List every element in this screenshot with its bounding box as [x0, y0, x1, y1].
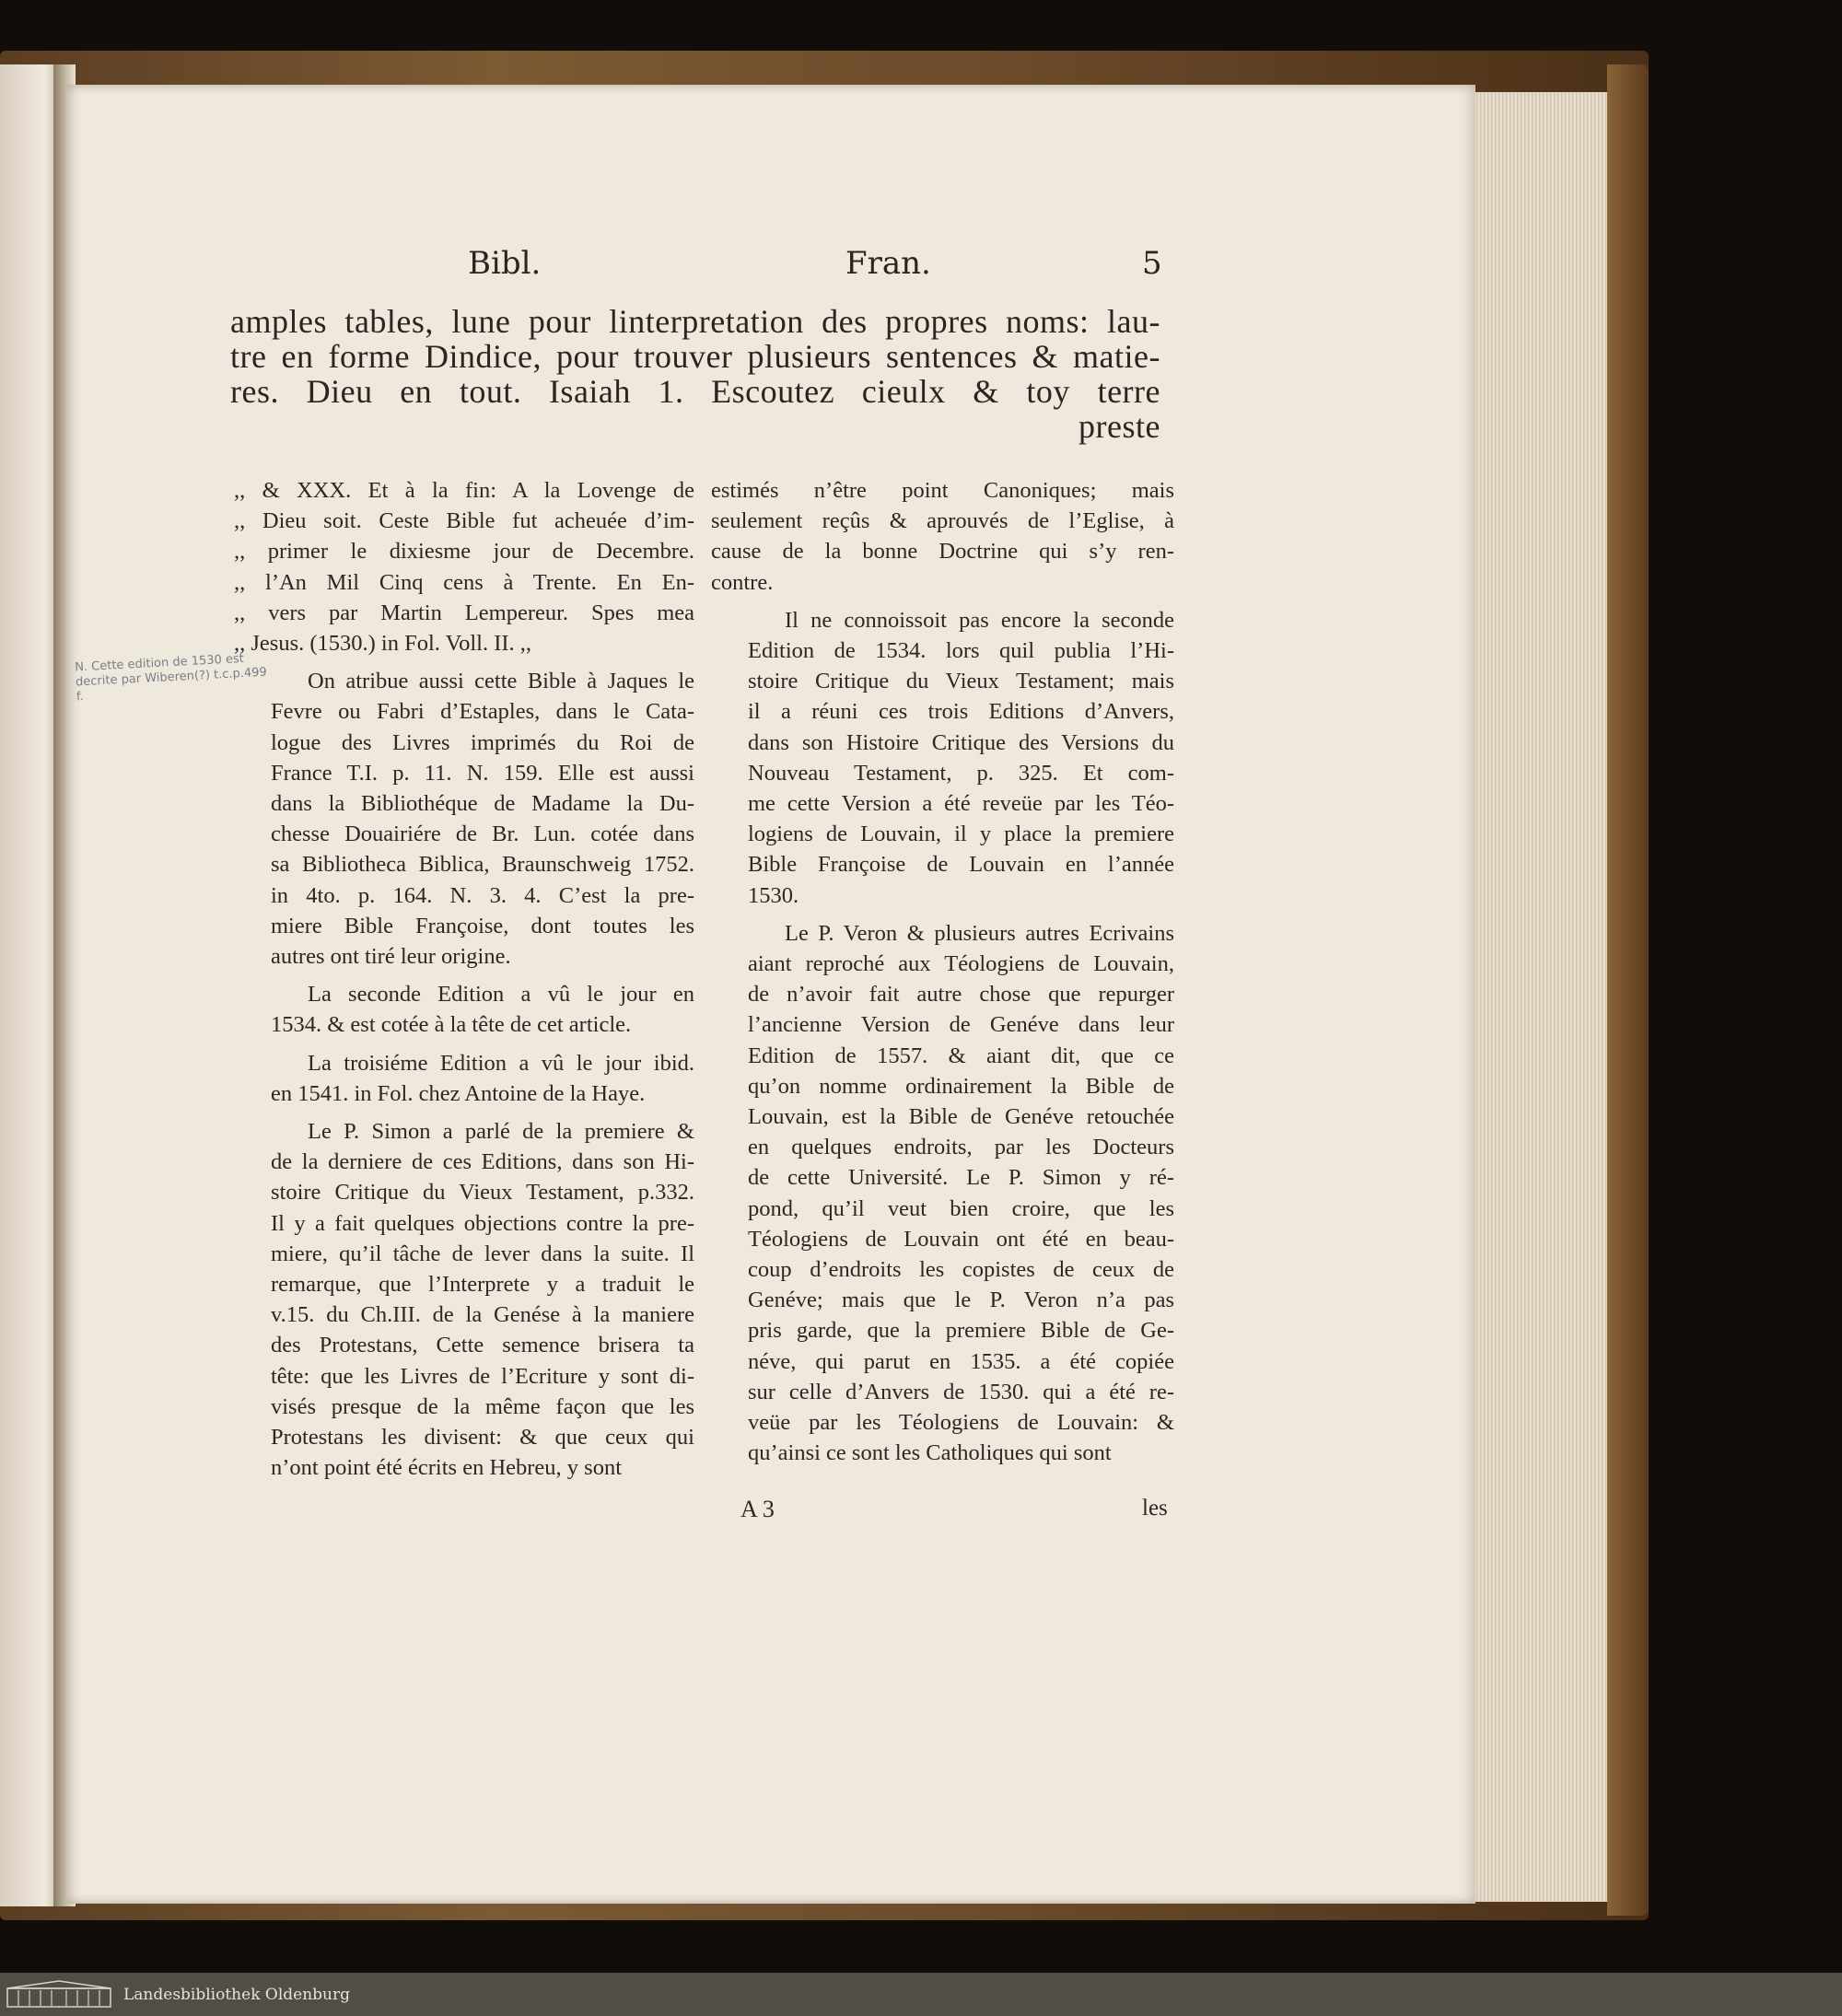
- text-line: ,, Dieu soit. Ceste Bible fut acheuée d’im-: [234, 508, 694, 534]
- text-line: de n’avoir fait autre chose que repurger: [748, 982, 1174, 1008]
- text-line: qu’on nomme ordinairement la Bible de: [748, 1073, 1174, 1099]
- running-head-center: Fran.: [845, 245, 931, 282]
- text-line: qu’ainsi ce sont les Catholiques qui sont: [748, 1440, 1112, 1466]
- text-line: seulement reçûs & aprouvés de l’Eglise, à: [711, 508, 1174, 534]
- text-line: logiens de Louvain, il y place la premiere: [748, 822, 1174, 847]
- text-line: pris garde, que la premiere Bible de Ge-: [748, 1318, 1174, 1344]
- running-head-left: Bibl.: [468, 245, 542, 282]
- text-line: cause de la bonne Doctrine qui s’y ren-: [711, 539, 1174, 565]
- text-line: il a réuni ces trois Editions d’Anvers,: [748, 699, 1174, 725]
- text-line: n’ont point été écrits en Hebreu, y sont: [271, 1455, 623, 1481]
- text-line: Il ne connoissoit pas encore la seconde: [785, 607, 1174, 633]
- text-line: Edition de 1557. & aiant dit, que ce: [748, 1043, 1174, 1068]
- text-line: v.15. du Ch.III. de la Genése à la maniere: [271, 1302, 694, 1328]
- text-line: de cette Université. Le P. Simon y ré-: [748, 1165, 1174, 1191]
- text-line: miere Bible Françoise, dont toutes les: [271, 913, 694, 938]
- page-number: 5: [1142, 245, 1162, 282]
- paragraph: [234, 666, 694, 972]
- footer-institution-name: Landesbibliothek Oldenburg: [123, 1985, 351, 2004]
- handwritten-margin-note: N. Cette edition de 1530 est decrite par Wiberen(?) t.c.p.499 f.: [74, 651, 268, 705]
- library-building-logo-icon: [4, 1979, 114, 2010]
- text-line: La seconde Edition a vû le jour en: [308, 982, 694, 1008]
- text-line: néve, qui parut en 1535. a été copiée: [748, 1348, 1174, 1374]
- text-line: chesse Douairiére de Br. Lun. cotée dans: [271, 822, 694, 847]
- title-line: preste: [1078, 408, 1160, 445]
- text-line: 1534. & est cotée à la tête de cet article.: [271, 1012, 632, 1038]
- text-line: dans la Bibliothéque de Madame la Du-: [271, 791, 694, 817]
- right-text-column: [711, 475, 1174, 1476]
- text-line: l’ancienne Version de Genéve dans leur: [748, 1012, 1174, 1038]
- text-line: estimés n’être point Canoniques; mais: [711, 478, 1174, 503]
- text-line: Edition de 1534. lors quil publia l’Hi-: [748, 638, 1174, 664]
- text-line: veüe par les Téologiens de Louvain: &: [748, 1410, 1174, 1436]
- book-cover-edge: [1607, 64, 1649, 1916]
- title-line: amples tables, lune pour linterpretation des propres noms: lau-: [230, 303, 1160, 340]
- signature-mark: A 3: [740, 1496, 775, 1522]
- text-line: On atribue aussi cette Bible à Jaques le: [308, 669, 694, 694]
- text-line: pond, qu’il veut bien croire, que les: [748, 1195, 1174, 1221]
- text-line: ,, vers par Martin Lempereur. Spes mea: [234, 600, 694, 625]
- text-line: tête: que les Livres de l’Ecriture y sont di-: [271, 1363, 694, 1389]
- text-line: logue des Livres imprimés du Roi de: [271, 729, 694, 755]
- text-line: me cette Version a été reveüe par les Téo-: [748, 791, 1174, 817]
- left-text-column: [234, 475, 694, 1491]
- text-line: stoire Critique du Vieux Testament, p.332.: [271, 1180, 694, 1206]
- paragraph: [711, 605, 1174, 911]
- title-line: res. Dieu en tout. Isaiah 1. Escoutez cieulx & toy terre: [230, 373, 1160, 410]
- text-line: Le P. Veron & plusieurs autres Ecrivains: [785, 920, 1174, 946]
- title-text: [230, 304, 1160, 444]
- title-line: tre en forme Dindice, pour trouver plusieurs sentences & matie-: [230, 338, 1160, 375]
- paragraph: [234, 475, 694, 658]
- text-line: 1530.: [748, 882, 799, 908]
- text-line: Louvain, est la Bible de Genéve retouchée: [748, 1104, 1174, 1130]
- text-line: coup d’endroits les copistes de ceux de: [748, 1257, 1174, 1283]
- text-line: en 1541. in Fol. chez Antoine de la Haye.: [271, 1080, 646, 1106]
- text-line: visés presque de la même façon que les: [271, 1393, 694, 1419]
- paragraph: [711, 918, 1174, 1469]
- text-line: ,, Jesus. (1530.) in Fol. Voll. II. ,,: [234, 631, 532, 657]
- text-line: Téologiens de Louvain ont été en beau-: [748, 1226, 1174, 1252]
- text-line: Le P. Simon a parlé de la premiere &: [308, 1119, 694, 1145]
- text-line: Il y a fait quelques objections contre la pre-: [271, 1210, 694, 1236]
- text-line: sur celle d’Anvers de 1530. qui a été re-: [748, 1379, 1174, 1404]
- text-line: Genéve; mais que le P. Veron n’a pas: [748, 1288, 1174, 1313]
- text-line: Fevre ou Fabri d’Estaples, dans le Cata-: [271, 699, 694, 725]
- text-line: aiant reproché aux Téologiens de Louvain,: [748, 951, 1174, 977]
- catchword: les: [1142, 1496, 1168, 1521]
- footer-bar: [0, 1973, 1842, 2016]
- paragraph: [711, 475, 1174, 598]
- text-line: des Protestans, Cette semence brisera ta: [271, 1333, 694, 1358]
- text-line: France T.I. p. 11. N. 159. Elle est aussi: [271, 760, 694, 786]
- text-line: remarque, que l’Interprete y a traduit le: [271, 1272, 694, 1298]
- text-line: Bible Françoise de Louvain en l’année: [748, 852, 1174, 878]
- paragraph: [234, 979, 694, 1040]
- text-line: miere, qu’il tâche de lever dans la suite. Il: [271, 1241, 694, 1266]
- text-line: ,, l’An Mil Cinq cens à Trente. En En-: [234, 569, 694, 595]
- text-line: dans son Histoire Critique des Versions du: [748, 729, 1174, 755]
- text-line: sa Bibliotheca Biblica, Braunschweig 1752.: [271, 852, 694, 878]
- text-line: La troisiéme Edition a vû le jour ibid.: [308, 1050, 694, 1076]
- text-line: Protestans les divisent: & que ceux qui: [271, 1425, 694, 1451]
- text-line: ,, & XXX. Et à la fin: A la Lovenge de: [234, 478, 694, 503]
- paragraph: [234, 1048, 694, 1109]
- text-line: autres ont tiré leur origine.: [271, 944, 511, 970]
- paragraph: [234, 1116, 694, 1483]
- text-line: in 4to. p. 164. N. 3. 4. C’est la pre-: [271, 882, 694, 908]
- text-line: contre.: [711, 569, 774, 595]
- text-line: Nouveau Testament, p. 325. Et com-: [748, 760, 1174, 786]
- text-line: de la derniere de ces Editions, dans son Hi-: [271, 1149, 694, 1175]
- text-line: ,, primer le dixiesme jour de Decembre.: [234, 539, 694, 565]
- page-edges: [1474, 92, 1621, 1902]
- text-line: stoire Critique du Vieux Testament; mais: [748, 669, 1174, 694]
- text-line: en quelques endroits, par les Docteurs: [748, 1135, 1174, 1160]
